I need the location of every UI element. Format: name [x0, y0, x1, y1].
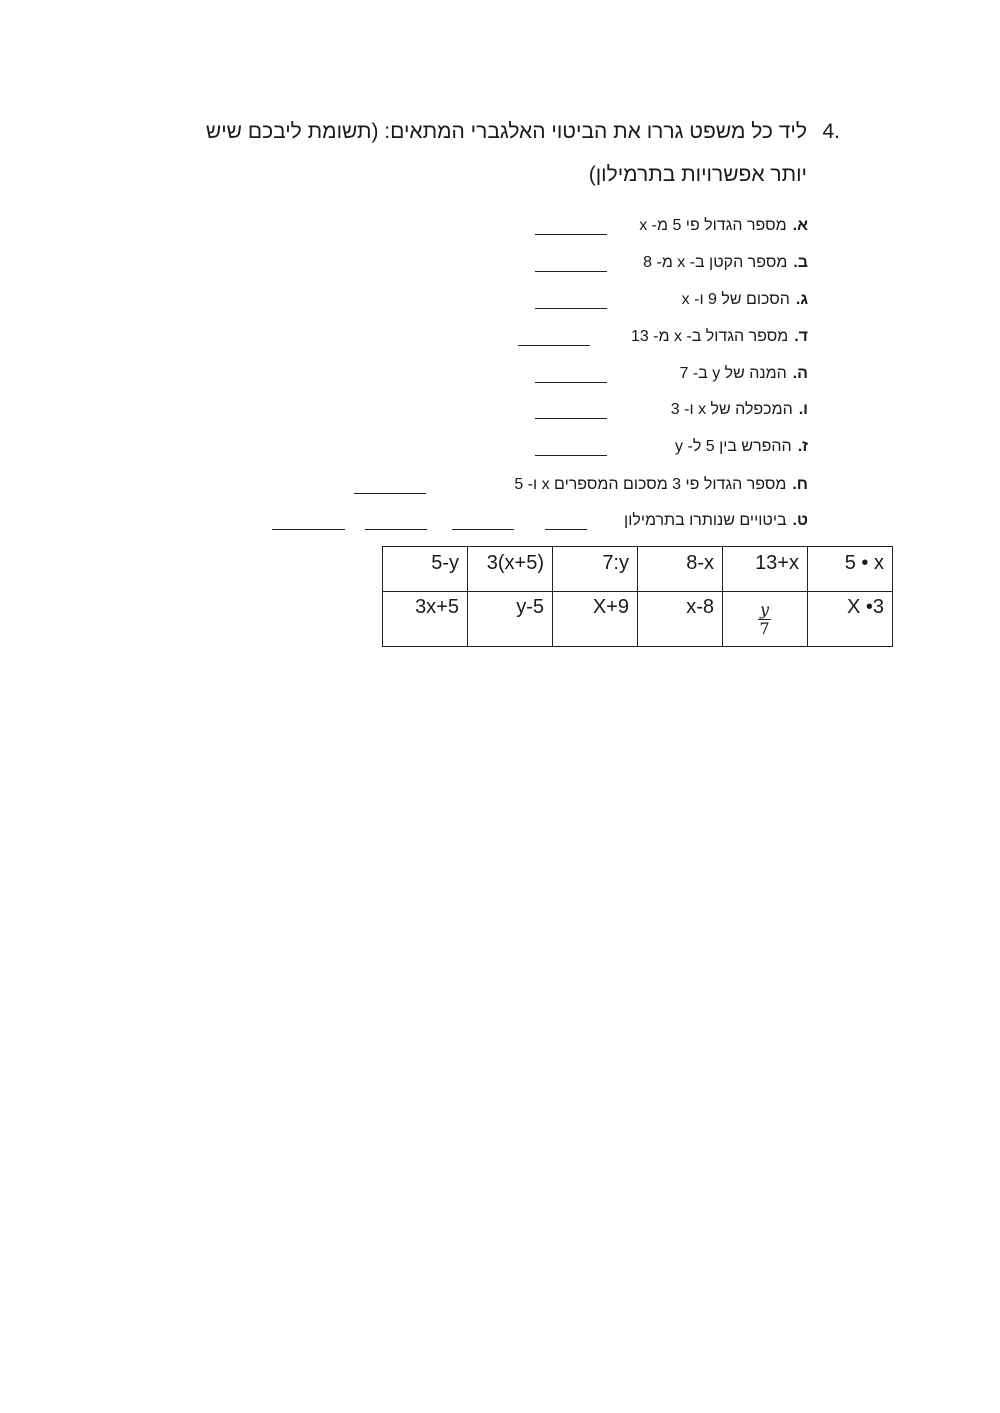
expression-tile[interactable]: X •3 — [808, 592, 893, 647]
fraction-denominator: 7 — [759, 619, 770, 638]
expression-tile[interactable]: 3x+5 — [383, 592, 468, 647]
answer-blank-b[interactable] — [535, 271, 607, 272]
expression-tile-fraction[interactable] — [723, 592, 808, 647]
expression-tile[interactable]: 5 • x — [808, 547, 893, 592]
item-letter: ו. — [798, 401, 808, 418]
expression-tile[interactable]: 7:y — [553, 547, 638, 592]
item-text: המנה של y ב- 7 — [679, 365, 787, 382]
answer-blank-e[interactable] — [535, 382, 607, 383]
item-letter: ב. — [793, 254, 808, 271]
item-letter: ט. — [792, 512, 808, 529]
item-letter: א. — [792, 217, 808, 234]
item-h — [514, 474, 808, 496]
fraction-numerator: y — [759, 600, 769, 619]
item-b — [643, 252, 808, 274]
expression-tile[interactable]: 8-x — [638, 547, 723, 592]
item-text: מספר הקטן ב- x מ- 8 — [643, 254, 788, 271]
item-text: הסכום של 9 ו- x — [681, 291, 790, 308]
question-text-line2: יותר אפשרויות בתרמילון) — [588, 163, 807, 186]
item-text: מספר הגדול פי 3 מסכום המספרים x ו- 5 — [514, 476, 787, 493]
item-e — [679, 363, 808, 385]
answer-blank-g[interactable] — [535, 455, 607, 456]
expression-tile[interactable]: 13+x — [723, 547, 808, 592]
fraction — [758, 601, 771, 638]
answer-blank-a[interactable] — [535, 234, 607, 235]
leftover-blank-4[interactable] — [272, 529, 345, 530]
expression-bank-table — [382, 546, 893, 647]
item-letter: ד. — [794, 328, 808, 345]
item-d — [631, 326, 808, 348]
expression-tile[interactable]: x-8 — [638, 592, 723, 647]
answer-blank-d[interactable] — [518, 345, 590, 346]
expression-tile[interactable]: 3(x+5) — [468, 547, 553, 592]
item-g — [675, 436, 808, 458]
answer-blank-h[interactable] — [354, 493, 426, 494]
item-letter: ז. — [797, 438, 808, 455]
leftover-blank-2[interactable] — [452, 529, 514, 530]
table-row — [383, 592, 893, 647]
expression-tile[interactable]: 5-y — [383, 547, 468, 592]
item-f — [671, 399, 808, 421]
expression-tile[interactable]: y-5 — [468, 592, 553, 647]
leftover-blank-1[interactable] — [545, 529, 587, 530]
expression-tile[interactable]: X+9 — [553, 592, 638, 647]
item-t — [624, 510, 808, 532]
item-text: ביטויים שנותרו בתרמילון — [624, 512, 787, 529]
question-number: 4. — [822, 120, 840, 143]
item-text: מספר הגדול פי 5 מ- x — [639, 217, 787, 234]
item-letter: ח. — [792, 476, 808, 493]
item-letter: ג. — [795, 291, 808, 308]
item-letter: ה. — [792, 365, 808, 382]
item-a — [639, 215, 808, 237]
item-c — [682, 289, 808, 311]
answer-blank-c[interactable] — [535, 308, 607, 309]
item-text: מספר הגדול ב- x מ- 13 — [630, 328, 789, 345]
leftover-blank-3[interactable] — [365, 529, 427, 530]
answer-blank-f[interactable] — [535, 418, 607, 419]
table-row — [383, 547, 893, 592]
item-text: המכפלה של x ו- 3 — [670, 401, 793, 418]
item-text: ההפרש בין 5 ל- y — [675, 438, 792, 455]
question-text-line1: ליד כל משפט גררו את הביטוי האלגברי המתאים: (תשומת ליבכם שיש — [205, 120, 807, 143]
